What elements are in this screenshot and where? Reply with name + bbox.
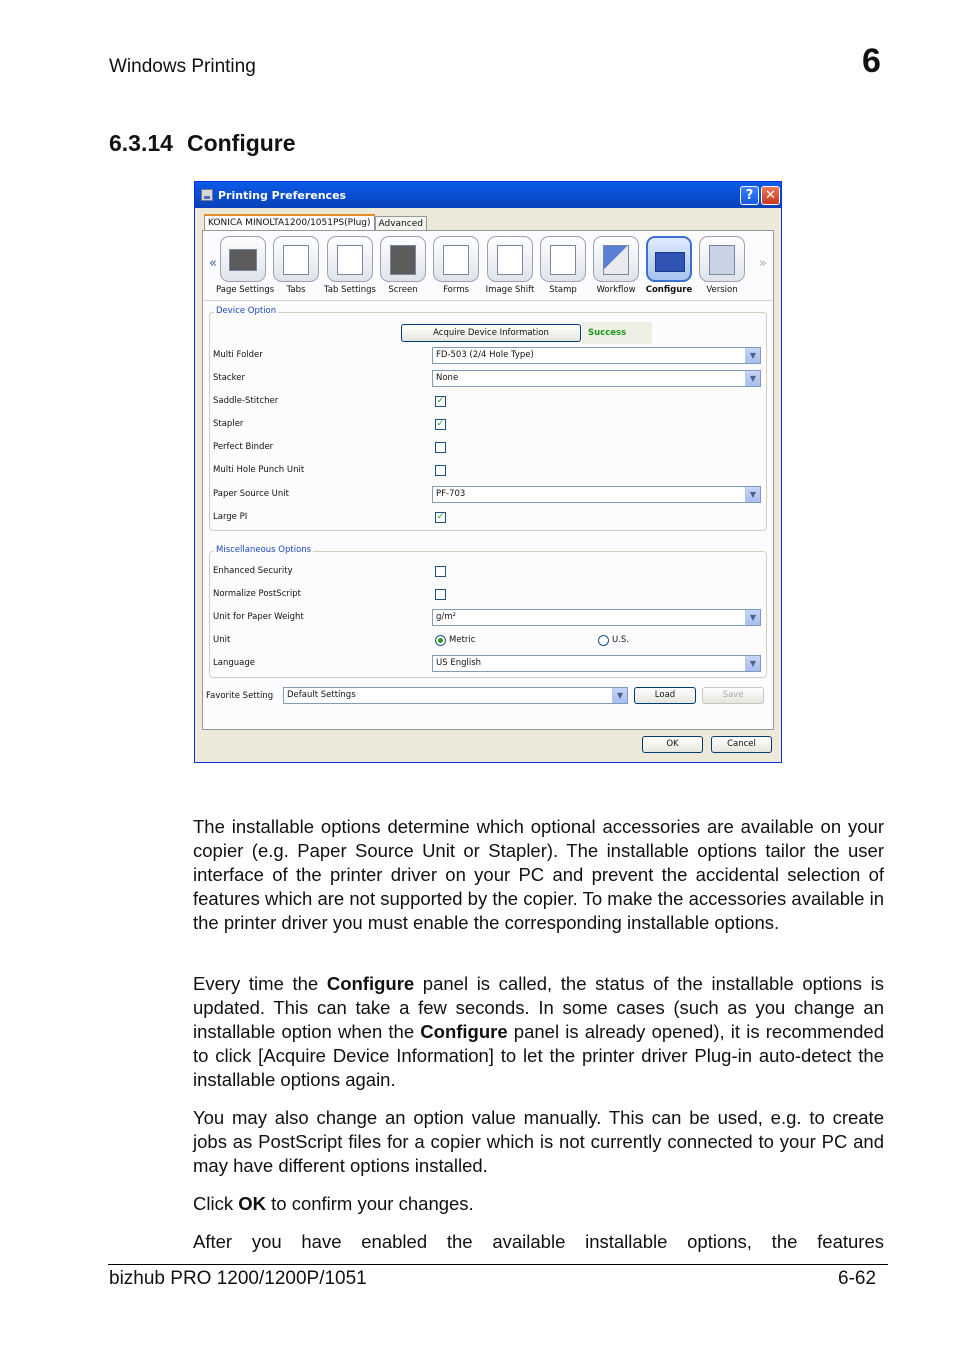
configure-icon	[646, 236, 692, 282]
group-title: Miscellaneous Options	[216, 545, 312, 555]
chevron-down-icon: ▼	[745, 610, 760, 625]
paragraph-configure-panel: Every time the Configure panel is called, the status of the installable options is updated. This can take a few seconds. In some cases (such as you change an installable option when the Configure panel is already opened), it is recommended to click [Acquire Device Information] to let the printer driver Plug-in auto-detect the installable options again.	[193, 973, 884, 1090]
icon-label: Page Settings	[216, 285, 275, 295]
section-title: Configure	[186, 130, 296, 156]
row-label: Multi Folder	[213, 350, 263, 360]
enhanced-security-checkbox[interactable]	[435, 566, 446, 577]
paper-weight-select[interactable]: g/m² ▼	[432, 609, 761, 626]
row-stapler	[213, 415, 765, 433]
tab-strip	[204, 214, 427, 231]
row-label: Enhanced Security	[213, 566, 293, 576]
dialog-title: Printing Preferences	[218, 188, 347, 202]
language-select[interactable]: US English ▼	[432, 655, 761, 672]
icon-tabs[interactable]	[269, 236, 323, 295]
image-shift-icon	[487, 236, 533, 282]
icon-label: Tab Settings	[324, 285, 376, 295]
icon-image-shift[interactable]	[483, 236, 537, 295]
row-multi-folder	[213, 346, 765, 364]
load-button[interactable]: Load	[634, 687, 696, 704]
footer-rule	[108, 1264, 888, 1265]
us-radio[interactable]	[598, 635, 609, 646]
footer-product: bizhub PRO 1200/1200P/1051	[109, 1268, 367, 1289]
chevron-down-icon: ▼	[745, 348, 760, 363]
paper-source-select[interactable]: PF-703 ▼	[432, 486, 761, 503]
metric-radio[interactable]	[435, 635, 446, 646]
help-button[interactable]: ?	[740, 186, 759, 205]
row-label: Perfect Binder	[213, 442, 274, 452]
misc-options-group	[209, 545, 767, 678]
paragraph-click-ok: Click OK to confirm your changes.	[193, 1193, 474, 1214]
multi-hole-punch-checkbox[interactable]	[435, 465, 446, 476]
paragraph-installable-options: The installable options determine which optional accessories are available on your copier (e.g. Paper Source Unit or Stapler). The installable options tailor the user interface of the printer driver on your PC and prevent the accidental selection of features which are not supported by the copier. To make the accessories available in the printer driver you must enable the corresponding installable options.	[193, 816, 884, 933]
row-large-pi	[213, 508, 765, 526]
scroll-right-icon[interactable]: »	[759, 256, 767, 271]
row-unit	[213, 631, 765, 649]
tab-advanced[interactable]: Advanced	[375, 216, 427, 231]
icon-label: Tabs	[286, 285, 306, 295]
icon-page-settings[interactable]	[216, 236, 275, 295]
footer-page-number: 6-62	[838, 1268, 877, 1289]
large-pi-checkbox[interactable]: ✓	[436, 512, 445, 522]
row-paper-weight-unit	[213, 608, 765, 626]
tab-driver[interactable]: KONICA MINOLTA1200/1051PS(Plug)	[204, 214, 375, 231]
screen-icon	[380, 236, 426, 282]
running-header-section: Windows Printing	[109, 56, 256, 77]
icon-label: Version	[706, 285, 738, 295]
row-perfect-binder	[213, 438, 765, 456]
dialog-titlebar	[195, 182, 781, 208]
row-saddle-stitcher	[213, 392, 765, 410]
icon-forms[interactable]	[429, 236, 483, 295]
row-stacker	[213, 369, 765, 387]
icon-workflow[interactable]	[589, 236, 643, 295]
icon-label: Forms	[443, 285, 469, 295]
dialog-buttons	[195, 735, 781, 755]
device-option-group	[209, 306, 767, 531]
icon-strip	[203, 231, 773, 301]
normalize-postscript-checkbox[interactable]	[435, 589, 446, 600]
printing-preferences-dialog	[194, 181, 782, 763]
acquire-device-info-button[interactable]: Acquire Device Information	[401, 324, 581, 342]
section-number: 6.3.14	[109, 130, 173, 156]
status-badge: Success	[582, 322, 652, 344]
stacker-select[interactable]: None ▼	[432, 370, 761, 387]
metric-label: Metric	[449, 635, 476, 645]
favorite-setting-select[interactable]: Default Settings ▼	[283, 687, 628, 704]
tab-settings-icon	[327, 236, 373, 282]
row-label: Stapler	[213, 419, 244, 429]
icon-configure[interactable]	[642, 236, 696, 295]
chevron-down-icon: ▼	[745, 656, 760, 671]
row-enhanced-security	[213, 562, 765, 580]
icon-stamp[interactable]	[536, 236, 590, 295]
icon-label: Image Shift	[485, 285, 535, 295]
row-label: Unit for Paper Weight	[213, 612, 304, 622]
printer-icon	[201, 189, 213, 201]
stapler-checkbox[interactable]: ✓	[436, 419, 445, 429]
tabs-icon	[273, 236, 319, 282]
row-normalize-postscript	[213, 585, 765, 603]
paragraph-after-enabled: After you have enabled the available installable options, the features	[193, 1231, 884, 1252]
row-multi-hole-punch	[213, 461, 765, 479]
section-heading	[109, 130, 296, 157]
icon-label: Stamp	[549, 285, 577, 295]
chapter-number: 6	[862, 42, 881, 80]
workflow-icon	[593, 236, 639, 282]
saddle-stitcher-checkbox[interactable]: ✓	[436, 396, 445, 406]
row-label: Stacker	[213, 373, 245, 383]
row-label: Paper Source Unit	[213, 489, 289, 499]
save-button[interactable]: Save	[702, 687, 764, 704]
close-button[interactable]: ✕	[761, 186, 780, 205]
chevron-down-icon: ▼	[612, 688, 627, 703]
row-paper-source-unit	[213, 485, 765, 503]
icon-label: Configure	[645, 285, 693, 295]
multi-folder-select[interactable]: FD-503 (2/4 Hole Type) ▼	[432, 347, 761, 364]
icon-screen[interactable]	[376, 236, 430, 295]
icon-version[interactable]	[695, 236, 749, 295]
group-title: Device Option	[216, 306, 277, 316]
row-label: Normalize PostScript	[213, 589, 301, 599]
row-label: Unit	[213, 635, 231, 645]
tab-panel	[202, 230, 774, 730]
chevron-down-icon: ▼	[745, 371, 760, 386]
chevron-down-icon: ▼	[745, 487, 760, 502]
version-icon	[699, 236, 745, 282]
favorite-setting-row	[206, 686, 771, 706]
cancel-button[interactable]: Cancel	[711, 736, 772, 753]
row-label: Multi Hole Punch Unit	[213, 465, 305, 475]
row-label: Language	[213, 658, 255, 668]
page-settings-icon	[220, 236, 266, 282]
scroll-left-icon[interactable]: «	[209, 256, 217, 271]
stamp-icon	[540, 236, 586, 282]
ok-button[interactable]: OK	[642, 736, 703, 753]
row-label: Saddle-Stitcher	[213, 396, 279, 406]
favorite-setting-label: Favorite Setting	[206, 691, 274, 701]
icon-label: Screen	[388, 285, 418, 295]
row-language	[213, 654, 765, 672]
icon-label: Workflow	[596, 285, 636, 295]
paragraph-manual-change: You may also change an option value manually. This can be used, e.g. to create jobs as PostScript files for a copier which is not currently connected to your PC and may have different options installed.	[193, 1107, 884, 1176]
row-label: Large PI	[213, 512, 248, 522]
us-label: U.S.	[612, 635, 630, 645]
icon-tab-settings[interactable]	[323, 236, 377, 295]
forms-icon	[433, 236, 479, 282]
perfect-binder-checkbox[interactable]	[435, 442, 446, 453]
